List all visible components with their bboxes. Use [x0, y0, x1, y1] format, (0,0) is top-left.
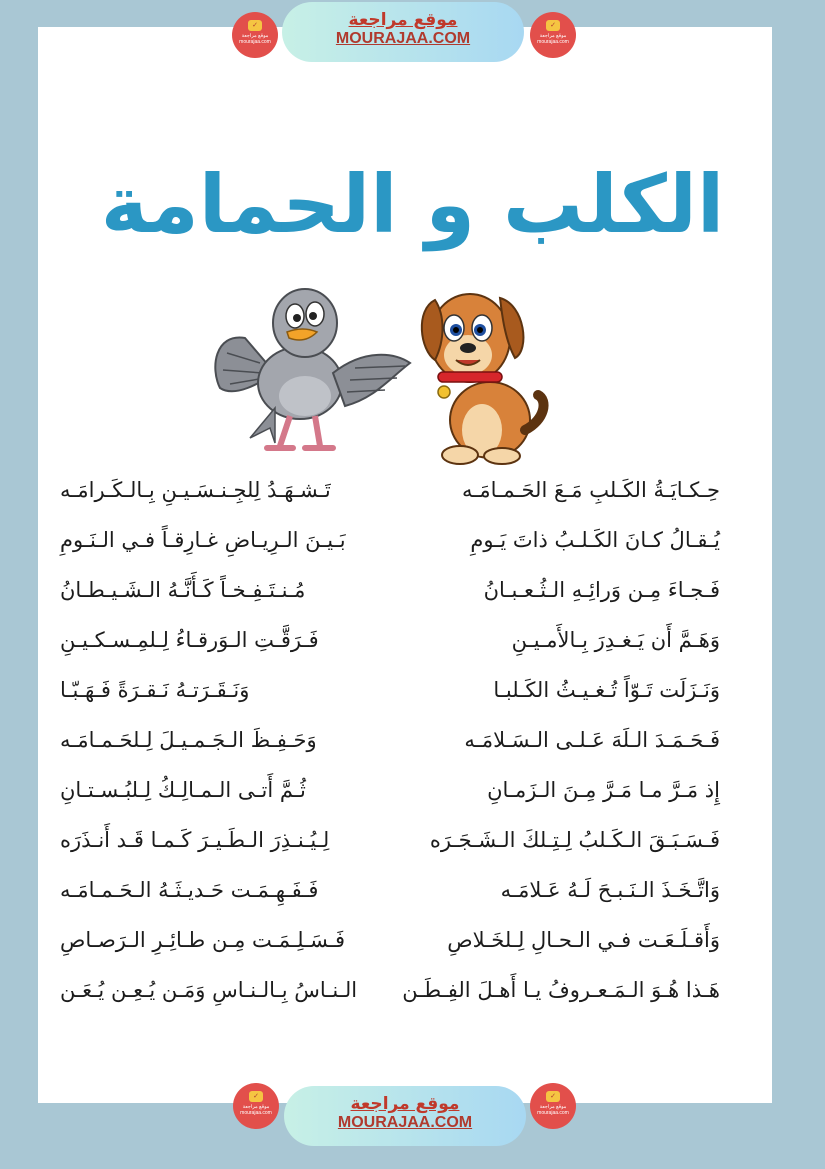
- verse-first-hemistich: حِـكـايَـةُ الكَـلبِ مَـعَ الحَـمـامَـه: [462, 478, 720, 502]
- verse-first-hemistich: فَـجـاءَ مِـن وَرائِـهِ الـثُـعـبـانُ: [483, 578, 720, 602]
- dog-icon: [410, 280, 550, 465]
- verse-second-hemistich: وَحَـفِـظَ الـجَـمـيـلَ لِـلحَـمـامَـه: [60, 728, 317, 752]
- verse-first-hemistich: وَأَقـلَـعَـت فـي الـحـالِ لِـلخَـلاصِ: [447, 928, 720, 952]
- page-title: الكلب و الحمامة: [100, 158, 725, 251]
- verse-second-hemistich: فَـسَـلِـمَـت مِـن طـائِـرِ الـرَصـاصِ: [60, 928, 346, 952]
- verse-first-hemistich: إِذ مَـرَّ مـا مَـرَّ مِـنَ الـزَمـانِ: [487, 778, 720, 802]
- footer-banner-latin[interactable]: MOURAJAA.COM: [337, 1114, 473, 1131]
- cup-icon: ✓: [546, 1091, 560, 1102]
- verse-first-hemistich: فَـسَـبَـقَ الـكَـلبُ لِـتِـلكَ الـشَـجَـرَه: [429, 828, 720, 852]
- logo-badge-bottom-right: ✓ موقع مراجعة mourajaa.com: [530, 1083, 576, 1129]
- verse-second-hemistich: لِـيُـنـذِرَ الـطَـيـرَ كَـمـا قَـد أَنـذَرَه: [60, 828, 330, 852]
- verse-row: [60, 828, 720, 868]
- verse-row: [60, 578, 720, 618]
- verse-first-hemistich: هَـذا هُـوَ الـمَـعـروفُ يـا أَهـلَ الفِـطَـن: [402, 978, 720, 1002]
- footer-banner[interactable]: [284, 1086, 526, 1146]
- verse-first-hemistich: وَنَـزَلَت تَـوّاً تُـغـيـثُ الكَـلبـا: [493, 678, 720, 702]
- verse-second-hemistich: فَـفَـهِـمَـت حَـديـثَـهُ الـحَـمـامَـه: [60, 878, 319, 902]
- verse-row: [60, 478, 720, 518]
- logo-badge-top-left: ✓ موقع مراجعة mourajaa.com: [232, 12, 278, 58]
- logo-badge-top-right: ✓ موقع مراجعة mourajaa.com: [530, 12, 576, 58]
- header-banner-latin[interactable]: MOURAJAA.COM: [335, 30, 471, 47]
- verse-row: [60, 778, 720, 818]
- verse-row: [60, 978, 720, 1018]
- header-banner[interactable]: [282, 2, 524, 62]
- verse-first-hemistich: وَهَـمَّ أَن يَـغـدِرَ بِـالأَمـيـنِ: [511, 628, 720, 652]
- cup-icon: ✓: [546, 20, 560, 31]
- verse-first-hemistich: يُـقـالُ كـانَ الكَـلـبُ ذاتَ يَـومِ: [470, 528, 720, 552]
- verse-row: [60, 928, 720, 968]
- verse-second-hemistich: وَنَـقَـرَتـهُ نَـقـرَةً فَـهَـبّـا: [60, 678, 250, 702]
- verse-first-hemistich: فَـحَـمَـدَ الـلَهَ عَـلـى الـسَـلامَـه: [464, 728, 720, 752]
- verse-first-hemistich: وَاتَّـخَـذَ الـنَـبـحَ لَـهُ عَـلامَـه: [500, 878, 720, 902]
- verse-second-hemistich: ثُـمَّ أَتـى الـمـالِـكُ لِـلبُـسـتـانِ: [60, 778, 306, 802]
- cup-icon: ✓: [249, 1091, 263, 1102]
- logo-badge-bottom-left: ✓ موقع مراجعة mourajaa.com: [233, 1083, 279, 1129]
- footer-banner-arabic[interactable]: موقع مراجعة: [350, 1094, 460, 1114]
- verse-second-hemistich: تَـشـهَـدُ لِلجِـنـسَـيـنِ بِـالـكَـرامَـه: [60, 478, 331, 502]
- verse-second-hemistich: فَـرَقَّـتِ الـوَرقـاءُ لِـلمِـسـكـيـنِ: [60, 628, 319, 652]
- verse-row: [60, 878, 720, 918]
- verse-row: [60, 528, 720, 568]
- verse-row: [60, 678, 720, 718]
- verse-row: [60, 728, 720, 768]
- verse-row: [60, 628, 720, 668]
- verse-second-hemistich: مُـنـتَـفِـخـاً كَـأَنَّـهُ الـشَـيـطـانُ: [60, 578, 306, 602]
- verse-second-hemistich: الـنـاسُ بِـالـنـاسِ وَمَـن يُـعِـن يُـعَـن: [60, 978, 358, 1002]
- header-banner-arabic[interactable]: موقع مراجعة: [348, 10, 458, 30]
- cup-icon: ✓: [248, 20, 262, 31]
- pigeon-icon: [205, 278, 415, 458]
- verse-second-hemistich: بَـيـنَ الـرِيـاضِ غـارِقـاً فـي الـنَـومِ: [60, 528, 346, 552]
